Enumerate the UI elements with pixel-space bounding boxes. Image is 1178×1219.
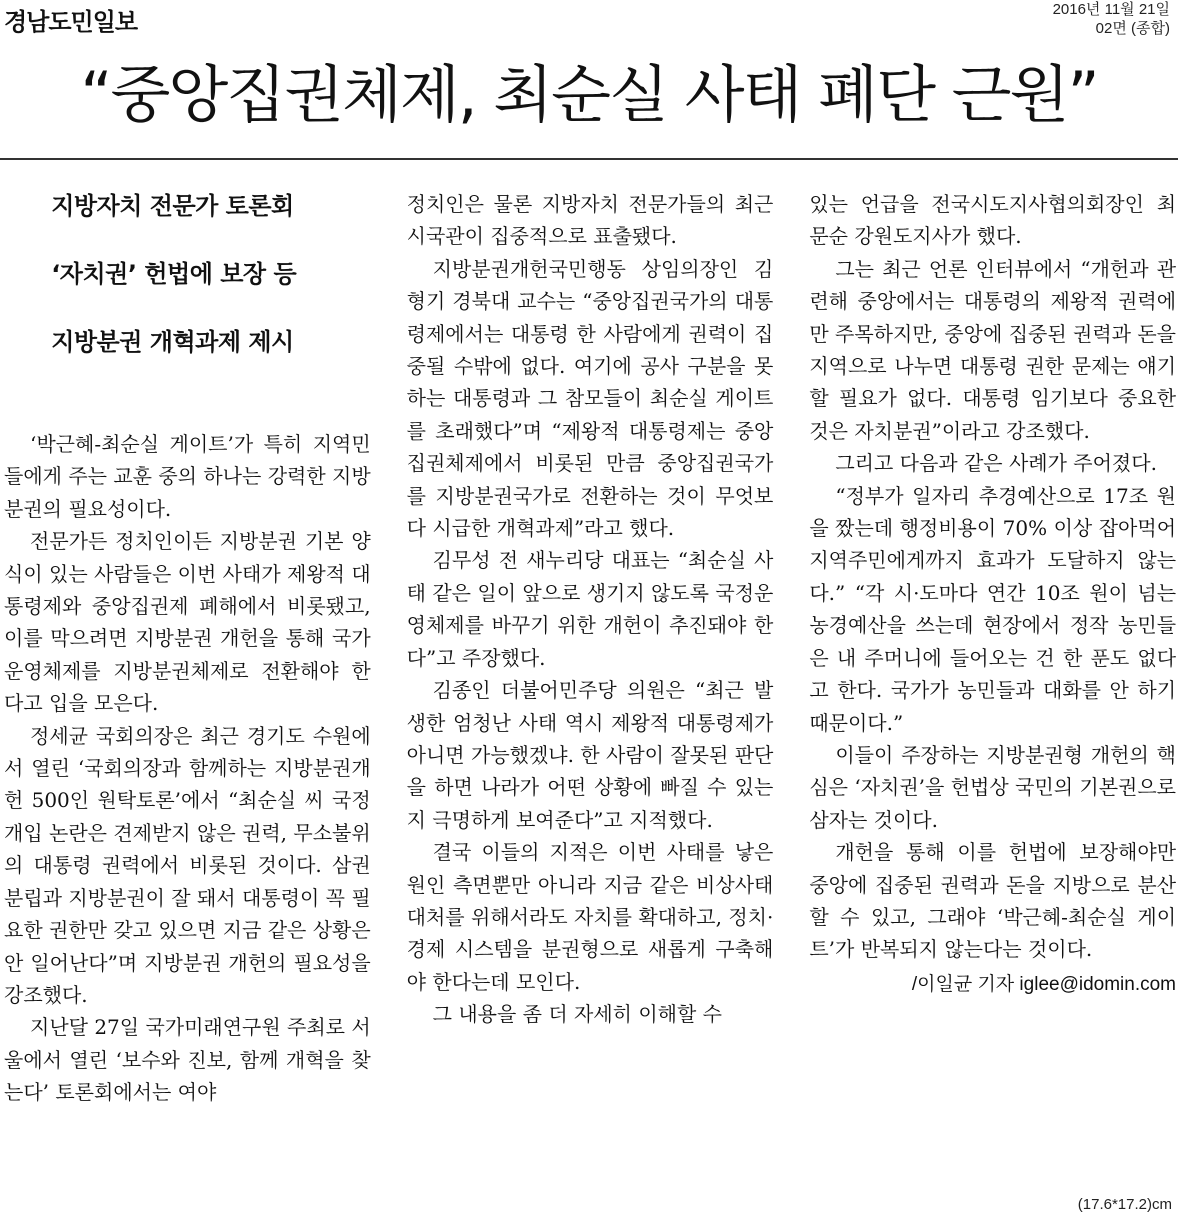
paragraph: 결국 이들의 지적은 이번 사태를 낳은 원인 측면뿐만 아니라 지금 같은 비상사태 대처를 위해서라도 자치를 확대하고, 정치·경제 시스템을 분권형으로 새롭게 구축해야 한다는데 모인다.	[406, 840, 774, 994]
article-body	[4, 188, 1176, 1188]
subheading: 지방분권 개혁과제 제시	[51, 328, 294, 356]
paragraph: 정세균 국회의장은 최근 경기도 수원에서 열린 ‘국회의장과 함께하는 지방분권개헌 500인 원탁토론’에서 “최순실 씨 국정개입 논란은 견제받지 않은 권력, 무소불위의 대통령 권력에서 비롯된 것이다. 삼권 분립과 지방분권이 잘 돼서 대통령이 꼭 필요한 권한만 갖고 있으면 지금 같은 상황은 안 일어난다”며 지방분권 개헌의 필요성을 강조했다.	[4, 723, 371, 1007]
paragraph: “정부가 일자리 추경예산으로 17조 원을 짰는데 행정비용이 70% 이상 잡아먹어 지역주민에게까지 효과가 도달하지 않는다.” “각 시·도마다 연간 10조 원이 넘는 농경예산을 쓰는데 현장에서 정작 농민들은 내 주머니에 들어오는 건 한 푼도 없다고 한다. 국가가 농민들과 대화를 안 하기 때문이다.”	[809, 483, 1177, 735]
dateline	[1053, 0, 1170, 38]
subheading: ‘자치권’ 헌법에 보장 등	[51, 260, 297, 288]
paragraph: 전문가든 정치인이든 지방분권 기본 양식이 있는 사람들은 이번 사태가 제왕적 대통령제와 중앙집권제 폐해에서 비롯됐고, 이를 막으려면 지방분권 개헌을 통해 국가운영체제를 지방분권체제로 전환해야 한다고 입을 모은다.	[4, 529, 371, 716]
paragraph: ‘박근혜-최순실 게이트’가 특히 지역민들에게 주는 교훈 중의 하나는 강력한 지방분권의 필요성이다.	[4, 432, 371, 521]
paragraph: 그 내용을 좀 더 자세히 이해할 수	[432, 1002, 722, 1027]
paragraph: 지난달 27일 국가미래연구원 주최로 서울에서 열린 ‘보수와 진보, 함께 개혁을 찾는다’ 토론회에서는 여야	[4, 1015, 371, 1105]
paragraph: 김종인 더불어민주당 의원은 “최근 발생한 엄청난 사태 역시 제왕적 대통령제가 아니면 가능했겠냐. 한 사람이 잘못된 판단을 하면 나라가 어떤 상황에 빠질 수 있는지 극명하게 보여준다”고 지적했다.	[406, 678, 774, 832]
subheading: 지방자치 전문가 토론회	[51, 192, 294, 220]
newspaper-masthead: 경남도민일보	[4, 8, 138, 36]
paragraph: 이들이 주장하는 지방분권형 개헌의 핵심은 ‘자치권’을 헌법상 국민의 기본권으로 삼자는 것이다.	[809, 742, 1177, 832]
article-size-note: (17.6*17.2)cm	[1077, 1196, 1172, 1213]
article-column-3	[809, 188, 1176, 1188]
page-section: 02면 (종합)	[1095, 20, 1170, 37]
subheadings	[20, 172, 371, 376]
article-column-1	[4, 188, 371, 1188]
article-headline: “중앙집권체제, 최순실 사태 폐단 근원”	[80, 58, 1098, 131]
paragraph: 개헌을 통해 이를 헌법에 보장해야만 중앙에 집중된 권력과 돈을 지방으로 분산할 수 있고, 그래야 ‘박근혜-최순실 게이트’가 반복되지 않는다는 것이다.	[809, 840, 1177, 962]
paragraph: 김무성 전 새누리당 대표는 “최순실 사태 같은 일이 앞으로 생기지 않도록 국정운영체제를 바꾸기 위한 개헌이 추진돼야 한다”고 주장했다.	[406, 548, 774, 670]
paragraph: 그는 최근 언론 인터뷰에서 “개헌과 관련해 중앙에서는 대통령의 제왕적 권력에만 주목하지만, 중앙에 집중된 권력과 돈을 지역으로 나누면 대통령 권한 문제는 얘기할 필요가 없다. 대통령 임기보다 중요한 것은 자치분권”이라고 강조했다.	[809, 256, 1177, 443]
article-column-2	[407, 188, 774, 1188]
paragraph-continued: 있는 언급을 전국시도지사협의회장인 최문순 강원도지사가 했다.	[809, 192, 1177, 249]
reporter-byline: /이일균 기자 iglee@idomin.com	[911, 973, 1177, 995]
headline-rule	[0, 158, 1178, 160]
paragraph-continued: 정치인은 물론 지방자치 전문가들의 최근 시국관이 집중적으로 표출됐다.	[406, 192, 774, 249]
publication-date: 2016년 11월 21일	[1052, 1, 1170, 18]
paragraph: 지방분권개헌국민행동 상임의장인 김형기 경북대 교수는 “중앙집권국가의 대통령제에서는 대통령 한 사람에게 권력이 집중될 수밖에 없다. 여기에 공사 구분을 못 하는 대통령과 그 참모들이 최순실 게이트를 초래했다”며 “제왕적 대통령제는 중앙집권체제에서 비롯된 만큼 중앙집권국가를 지방분권국가로 전환하는 것이 무엇보다 시급한 개혁과제”라고 했다.	[406, 256, 774, 541]
paragraph: 그리고 다음과 같은 사례가 주어졌다.	[835, 451, 1157, 476]
